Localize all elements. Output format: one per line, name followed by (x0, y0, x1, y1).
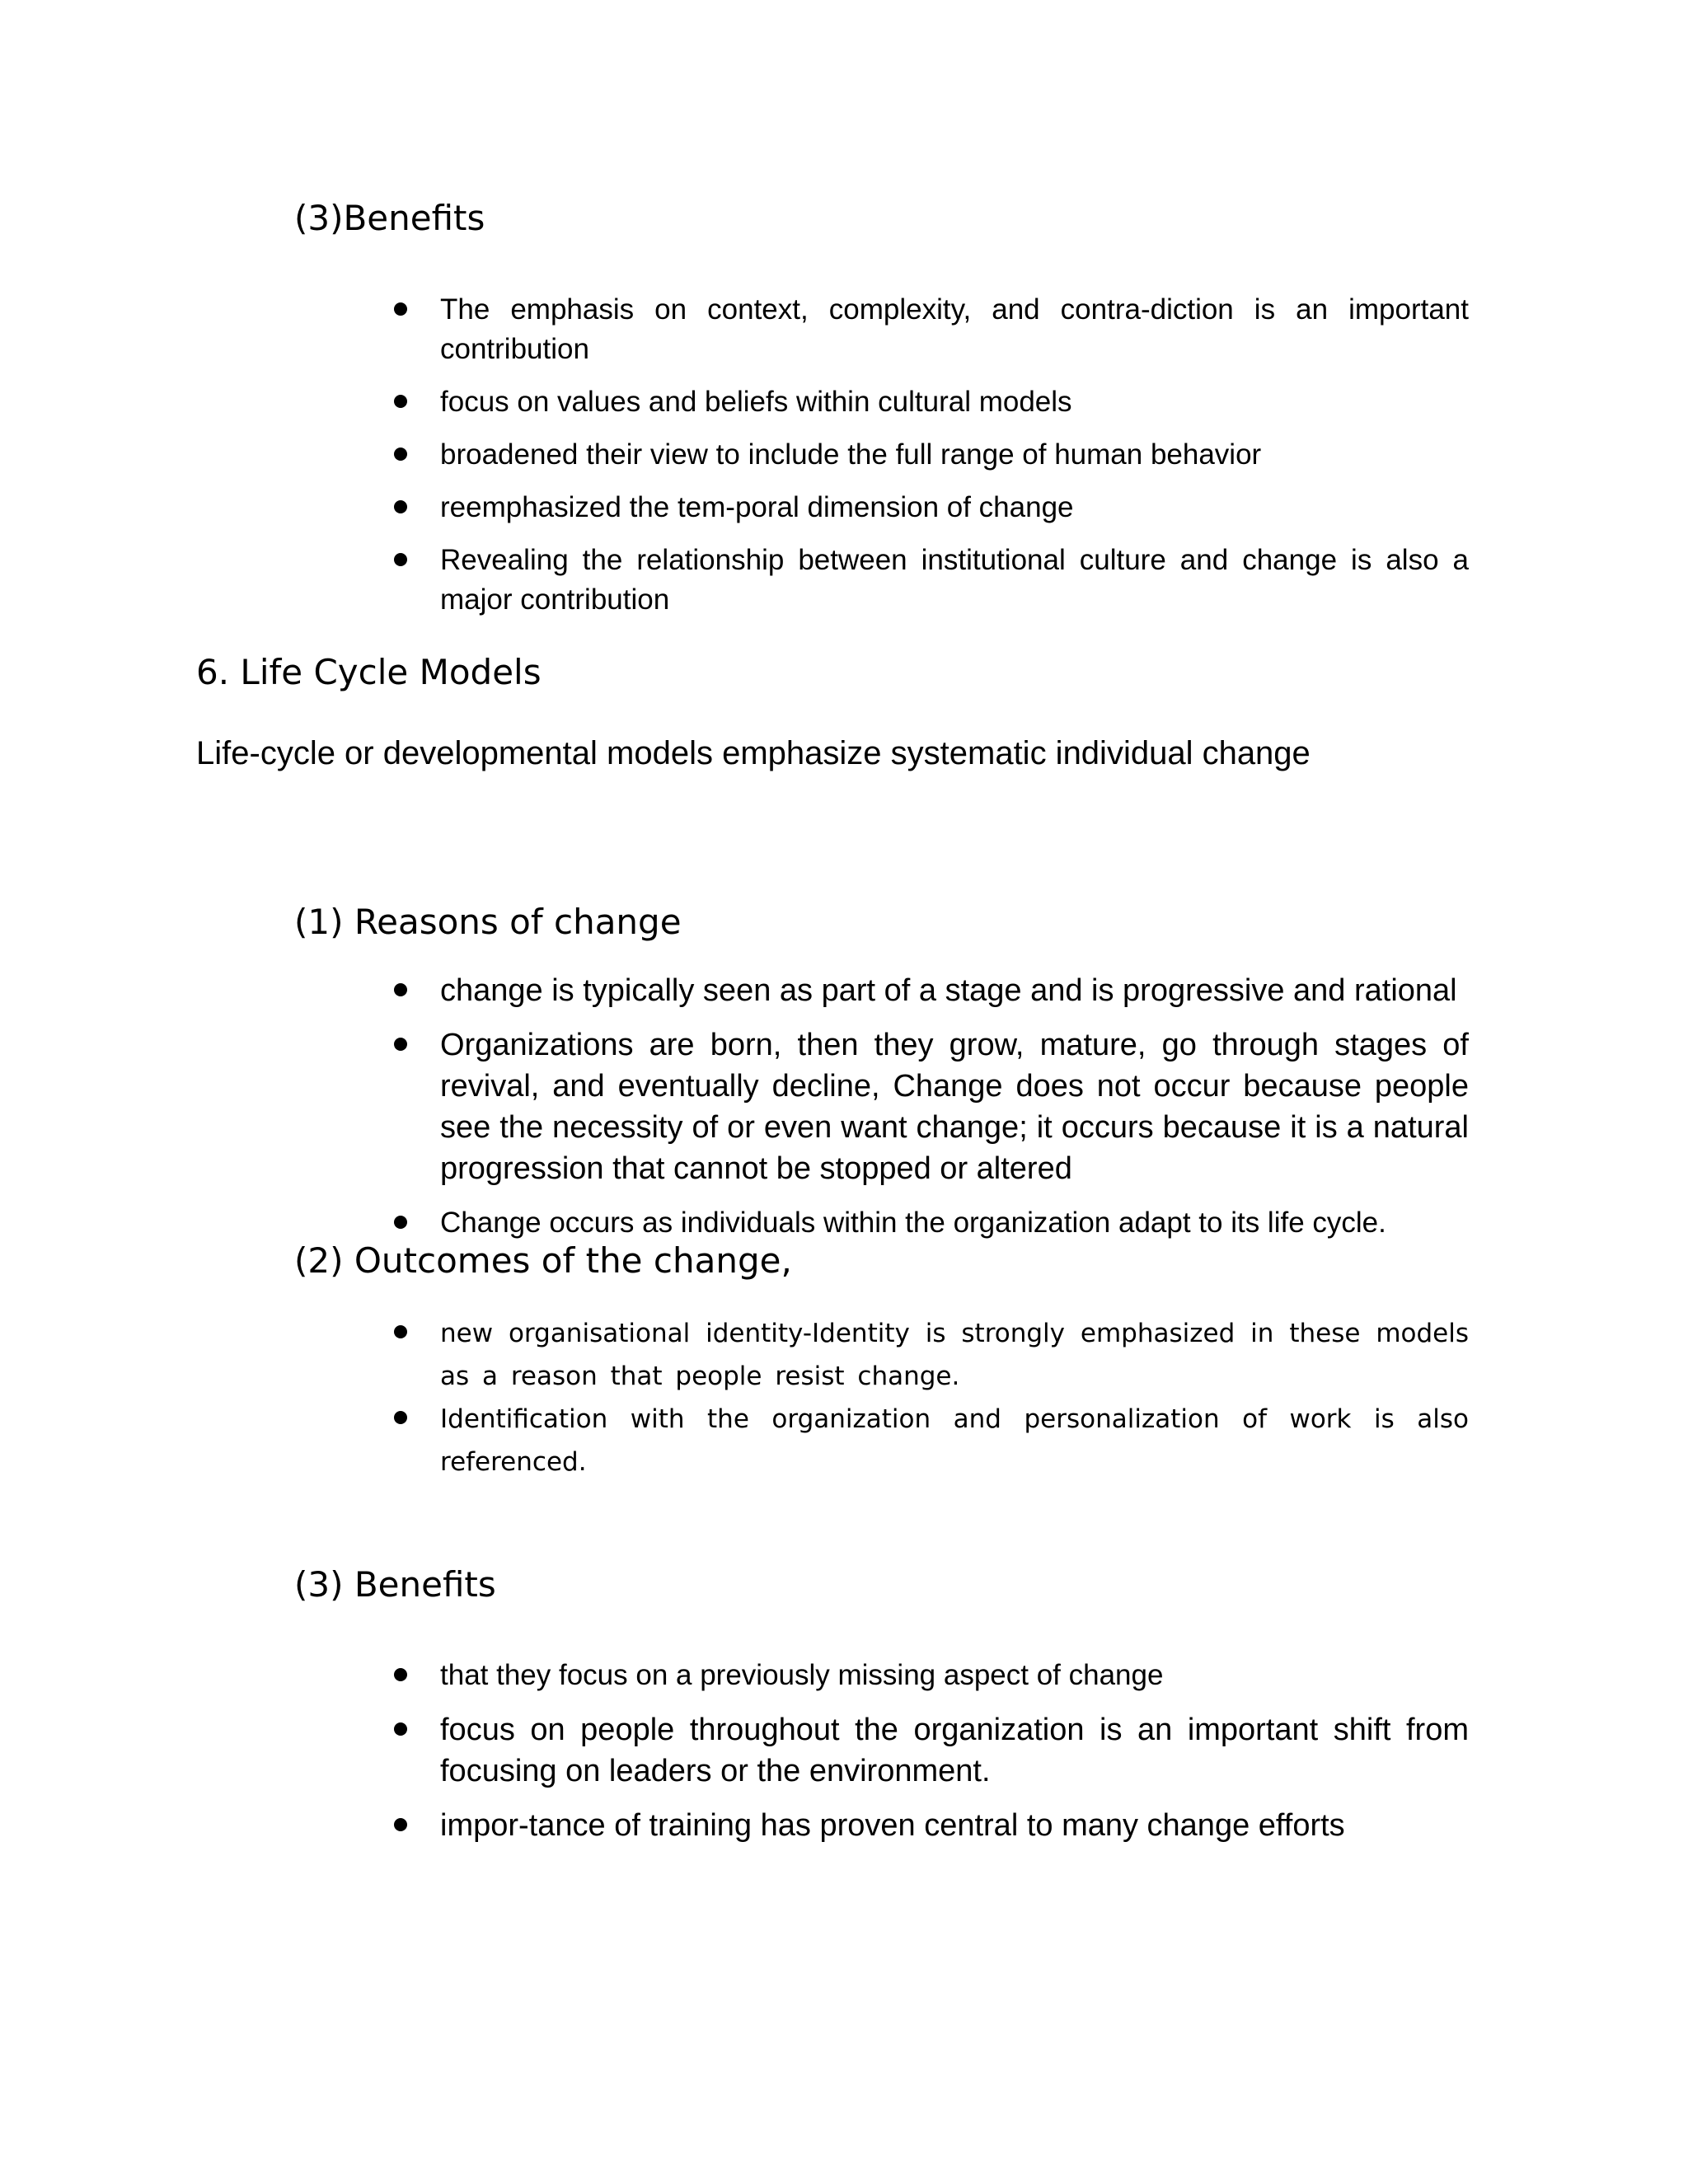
list-item: The emphasis on context, complexity, and contra-diction is an important contribution (387, 290, 1469, 369)
list-item: impor-tance of training has proven central to many change efforts (387, 1805, 1469, 1846)
list-item: Revealing the relationship between institutional culture and change is also a major contribution (387, 541, 1469, 620)
reasons-list (387, 970, 1469, 1257)
bullet-icon (394, 1411, 407, 1424)
benefits-list (387, 290, 1469, 633)
bullet-icon (394, 448, 407, 461)
reasons-heading: (1) Reasons of change (294, 902, 682, 942)
bullet-icon (394, 553, 407, 566)
bullet-icon (394, 1325, 407, 1338)
bullet-icon (394, 1216, 407, 1229)
outcomes-heading: (2) Outcomes of the change, (294, 1240, 792, 1281)
list-item: Organizations are born, then they grow, mature, go through stages of revival, and eventually decline, Change does not occur because people see the necessity of or even want change; it occurs because it is a natural progression that cannot be stopped or altered (387, 1024, 1469, 1189)
bullet-icon (394, 1038, 407, 1051)
list-item: new organisational identity-Identity is strongly emphasized in these models as a reason that people resist change. (387, 1312, 1469, 1398)
list-item: Change occurs as individuals within the organization adapt to its life cycle. (387, 1202, 1469, 1244)
section-heading-life-cycle-models: 6. Life Cycle Models (196, 652, 542, 692)
benefits-heading: (3)Benefits (294, 198, 485, 238)
bullet-icon (394, 302, 407, 316)
bullet-icon (394, 395, 407, 408)
bullet-icon (394, 1818, 407, 1831)
list-item: broadened their view to include the full range of human behavior (387, 435, 1469, 475)
list-item: focus on people throughout the organization is an important shift from focusing on leaders or the environment. (387, 1709, 1469, 1792)
list-item: that they focus on a previously missing aspect of change (387, 1655, 1469, 1696)
list-item: change is typically seen as part of a stage and is progressive and rational (387, 970, 1469, 1011)
outcomes-list (387, 1312, 1469, 1483)
benefits-list-2 (387, 1655, 1469, 1859)
benefits-heading-2: (3) Benefits (294, 1564, 496, 1605)
bullet-icon (394, 1722, 407, 1736)
section-intro: Life-cycle or developmental models emphasize systematic individual change (196, 735, 1311, 771)
list-item: Identification with the organization and personalization of work is also referenced. (387, 1398, 1469, 1483)
bullet-icon (394, 983, 407, 996)
bullet-icon (394, 1668, 407, 1681)
list-item: reemphasized the tem-poral dimension of change (387, 488, 1469, 527)
list-item: focus on values and beliefs within cultural models (387, 382, 1469, 422)
bullet-icon (394, 500, 407, 513)
